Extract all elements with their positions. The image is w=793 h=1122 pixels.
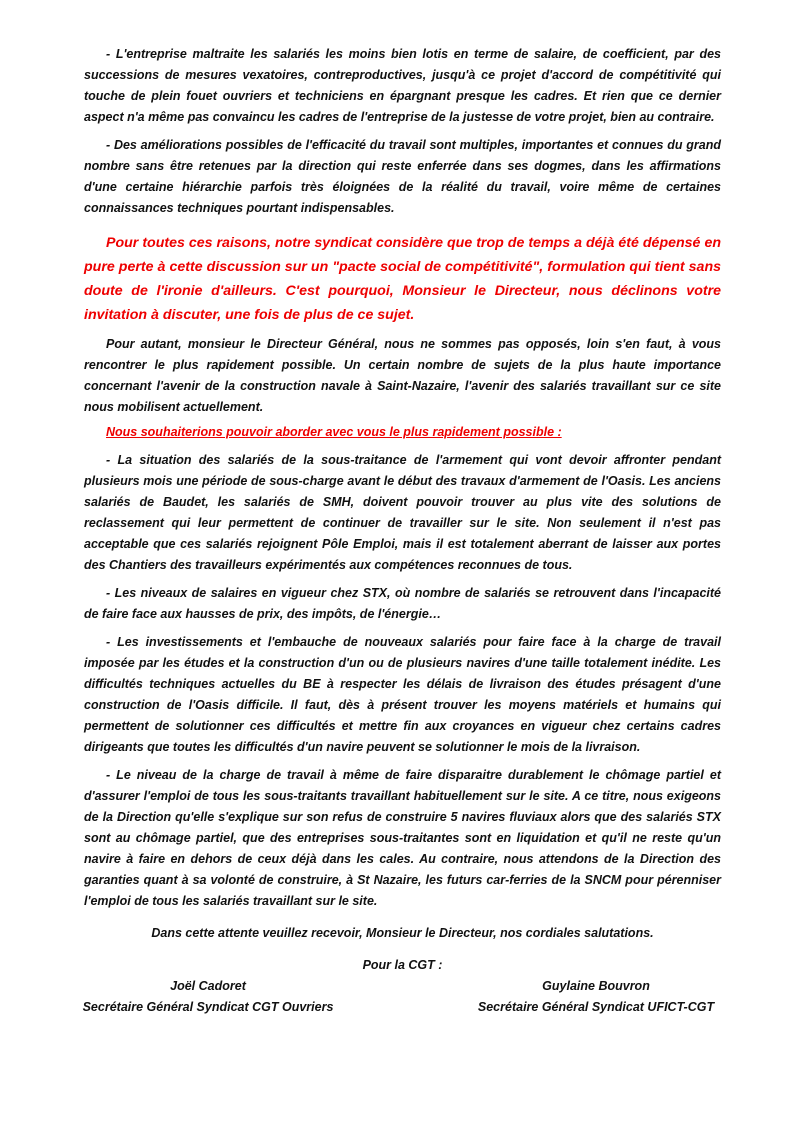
signatory-title-left: Secrétaire Général Syndicat CGT Ouvriers — [82, 1000, 334, 1014]
closing-salutation: Dans cette attente veuillez recevoir, Monsieur le Directeur, nos cordiales salutations. — [151, 926, 654, 940]
paragraph-work-efficiency: - Des améliorations possibles de l'efficacité du travail sont multiples, importantes et connues du grand nombre sans être retenues par la direction qui reste enferrée dans ses dogmes, dans les affirmations d'une certaine hiérarchie parfois très éloignées de la réalité du travail, voire même de certaines connaissances techniques pourtant indispensables. — [84, 138, 721, 215]
paragraph-salaries: - Les niveaux de salaires en vigueur chez STX, où nombre de salariés se retrouvent dans l'incapacité de faire face aux hausses de prix, des impôts, de l'énergie… — [84, 586, 721, 621]
signatory-name-right: Guylaine Bouvron — [542, 979, 650, 993]
signature-intro: Pour la CGT : — [362, 958, 443, 972]
paragraph-investments: - Les investissements et l'embauche de nouveaux salariés pour faire face à la charge de travail imposée par les études et la construction d'un ou de plusieurs navires d'une taille totalement inédite. Les difficultés techniques actuelles du BE à respecter les délais de livraison des études présagent d'une construction de l'Oasis difficile. Il faut, dès à présent trouver les moyens matériels et humains qui permettent de solutionner ces difficultés et mettre fin aux croyances en vigueur chez certains cadres dirigeants que toutes les difficultés d'un navire peuvent se solutionner le mois de la livraison. — [84, 635, 721, 754]
paragraph-declining-invitation: Pour toutes ces raisons, notre syndicat considère que trop de temps a déjà été dépensé en pure perte à cette discussion sur un "pacte social de compétitivité", formulation qui tient sans doute de l'ironie d'ailleurs. C'est pourquoi, Monsieur le Directeur, nous déclinons votre invitation à discuter, une fois de plus de ce sujet. — [84, 235, 721, 323]
paragraph-subcontractors: - La situation des salariés de la sous-traitance de l'armement qui vont devoir affronter pendant plusieurs mois une période de sous-charge avant le début des travaux d'armement de l'Oasis. Les anciens salariés de Baudet, les salariés de SMH, doivent pouvoir trouver au plus vite des solutions de reclassement qui leur permettent de continuer de travailler sur le site. Non seulement il n'est pas acceptable que ces salariés rejoignent Pôle Emploi, mais il est totalement aberrant de laisser aux portes des Chantiers des travailleurs expérimentés aux compétences reconnues de tous. — [84, 453, 721, 572]
paragraph-company-mistreatment: - L'entreprise maltraite les salariés les moins bien lotis en terme de salaire, de coefficient, par des successions de mesures vexatoires, contreproductives, jusqu'à ce projet d'accord de compétitivité qui touche de plein fouet ouvriers et techniciens en épargnant presque les cadres. Et rien que ce dernier aspect n'a même pas convaincu les cadres de l'entreprise de la justesse de votre projet, bien au contraire. — [84, 47, 721, 124]
signature-block — [84, 976, 721, 1018]
signatory-name-left: Joël Cadoret — [170, 979, 246, 993]
signature-left — [78, 976, 338, 1018]
topics-heading: Nous souhaiterions pouvoir aborder avec vous le plus rapidement possible : — [106, 425, 562, 439]
letter-body — [84, 44, 721, 1018]
signatory-title-right: Secrétaire Général Syndicat UFICT-CGT — [477, 1000, 715, 1014]
paragraph-meeting-request: Pour autant, monsieur le Directeur Général, nous ne sommes pas opposés, loin s'en faut, à vous rencontrer le plus rapidement possible. Un certain nombre de sujets de la plus haute importance concernant l'avenir de la construction navale à Saint-Nazaire, l'avenir des salariés travaillant sur ce site nous mobilisent actuellement. — [84, 337, 721, 414]
signature-right — [471, 976, 721, 1018]
paragraph-workload: - Le niveau de la charge de travail à même de faire disparaitre durablement le chômage partiel et d'assurer l'emploi de tous les sous-traitants travaillant habituellement sur le site. A ce titre, nous exigeons de la Direction qu'elle s'explique sur son refus de construire 5 navires fluviaux alors que des salariés STX sont au chômage partiel, que des entreprises sous-traitantes sont en liquidation et qu'il ne reste qu'un navire à faire en dehors de ceux déjà dans les cales. Au contraire, nous attendons de la Direction des garanties quant à sa volonté de construire, à St Nazaire, les futurs car-ferries de la SNCM pour pérenniser l'emploi de tous les salariés travaillant sur le site. — [84, 768, 721, 908]
